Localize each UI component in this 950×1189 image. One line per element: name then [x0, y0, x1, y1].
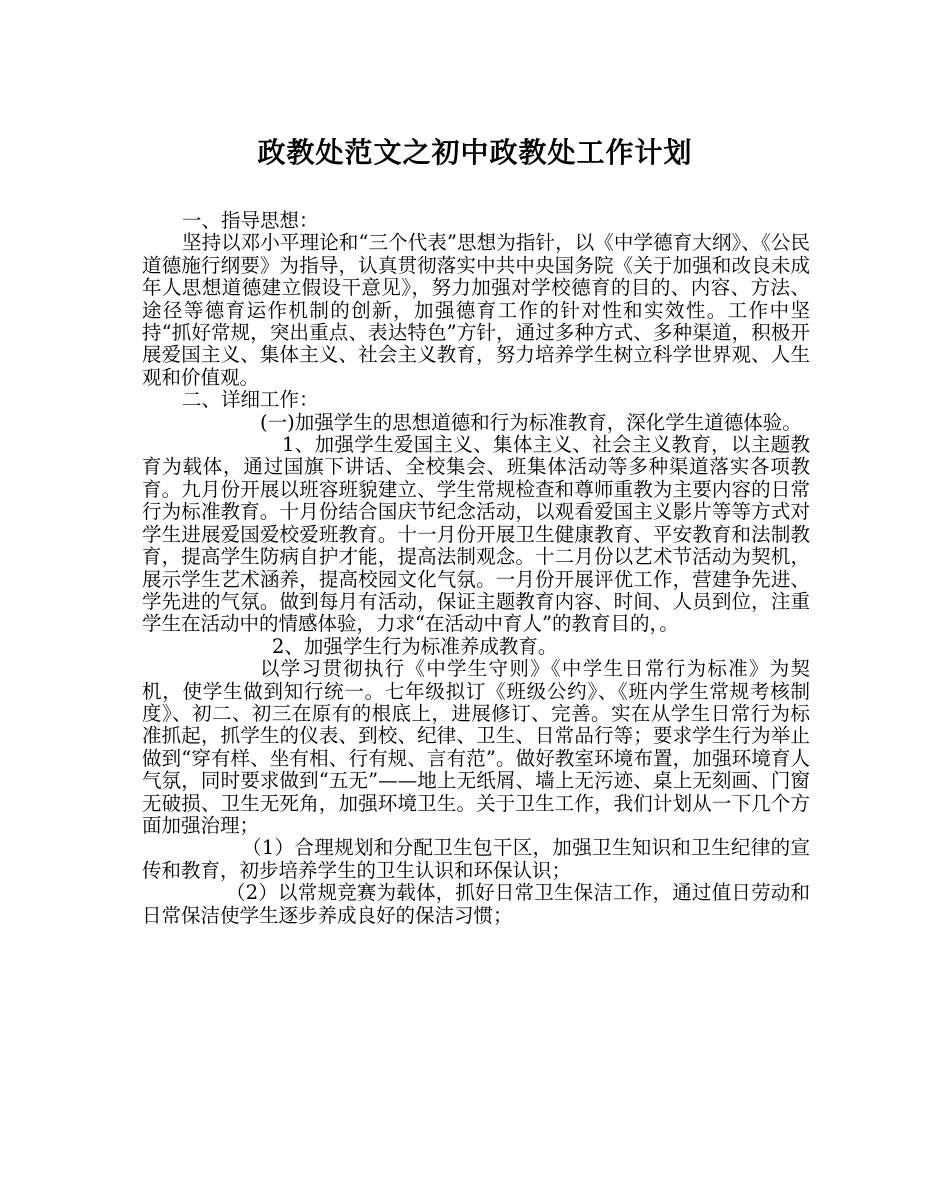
note-1: （1）合理规划和分配卫生包干区，加强卫生知识和卫生纪律的宣传和教育，初步培养学生的卫生认识和环保认识；	[142, 836, 810, 882]
paragraph-item-2: 以学习贯彻执行《中学生守则》《中学生日常行为标准》为契机，使学生做到知行统一。七年级拟订《班级公约》、《班内学生常规考核制度》、初二、初三在原有的根底上，进展修订、完善。实在从学生日常行为标准抓起，抓学生的仪表、到校、纪律、卫生、日常品行等；要求学生行为举止做到“穿有样、坐有相、行有规、言有范”。做好教室环境布置，加强环境育人气氛，同时要求做到“五无”——地上无纸屑、墙上无污迹、桌上无刻画、门窗无破损、卫生无死角，加强环境卫生。关于卫生工作，我们计划从一下几个方面加强治理；	[142, 657, 810, 837]
note-2: （2）以常规竞赛为载体，抓好日常卫生保洁工作，通过值日劳动和日常保洁使学生逐步养成良好的保洁习惯；	[142, 881, 810, 927]
paragraph-guiding: 坚持以邓小平理论和“三个代表”思想为指针，以《中学德育大纲》、《公民道德施行纲要》为指导，认真贯彻落实中共中央国务院《关于加强和改良未成年人思想道德建立假设干意见》，努力加强对学校德育的目的、内容、方法、途径等德育运作机制的创新，加强德育工作的针对性和实效性。工作中坚持“抓好常规，突出重点、表达特色”方针，通过多种方式、多种渠道，积极开展爱国主义、集体主义、社会主义教育，努力培养学生树立科学世界观、人生观和价值观。	[142, 231, 810, 389]
section-heading-work: 二、详细工作：	[182, 388, 319, 412]
paragraph-item-1: 1、加强学生爱国主义、集体主义、社会主义教育，以主题教育为载体，通过国旗下讲话、全校集会、班集体活动等多种渠道落实各项教育。九月份开展以班容班貌建立、学生常规检查和尊师重教为主要内容的日常行为标准教育。十月份结合国庆节纪念活动，以观看爱国主义影片等等方式对学生进展爱国爱校爱班教育。十一月份开展卫生健康教育、平安教育和法制教育，提高学生防病自护才能，提高法制观念。十二月份以艺术节活动为契机，展示学生艺术涵养，提高校园文化气氛。一月份开展评优工作，营建争先进、学先进的气氛。做到每月有活动，保证主题教育内容、时间、人员到位，注重学生在活动中的情感体验，力求“在活动中育人”的教育目的，。	[142, 433, 810, 636]
subsection-heading-1: (一)加强学生的思想道德和行为标准教育，深化学生道德体验。	[260, 410, 802, 434]
document-title: 政教处范文之初中政教处工作计划	[257, 136, 693, 169]
section-heading-guiding: 一、指导思想：	[182, 209, 319, 232]
heading-item-2: 2、加强学生行为标准养成教育。	[272, 634, 558, 658]
document-body	[142, 210, 810, 927]
